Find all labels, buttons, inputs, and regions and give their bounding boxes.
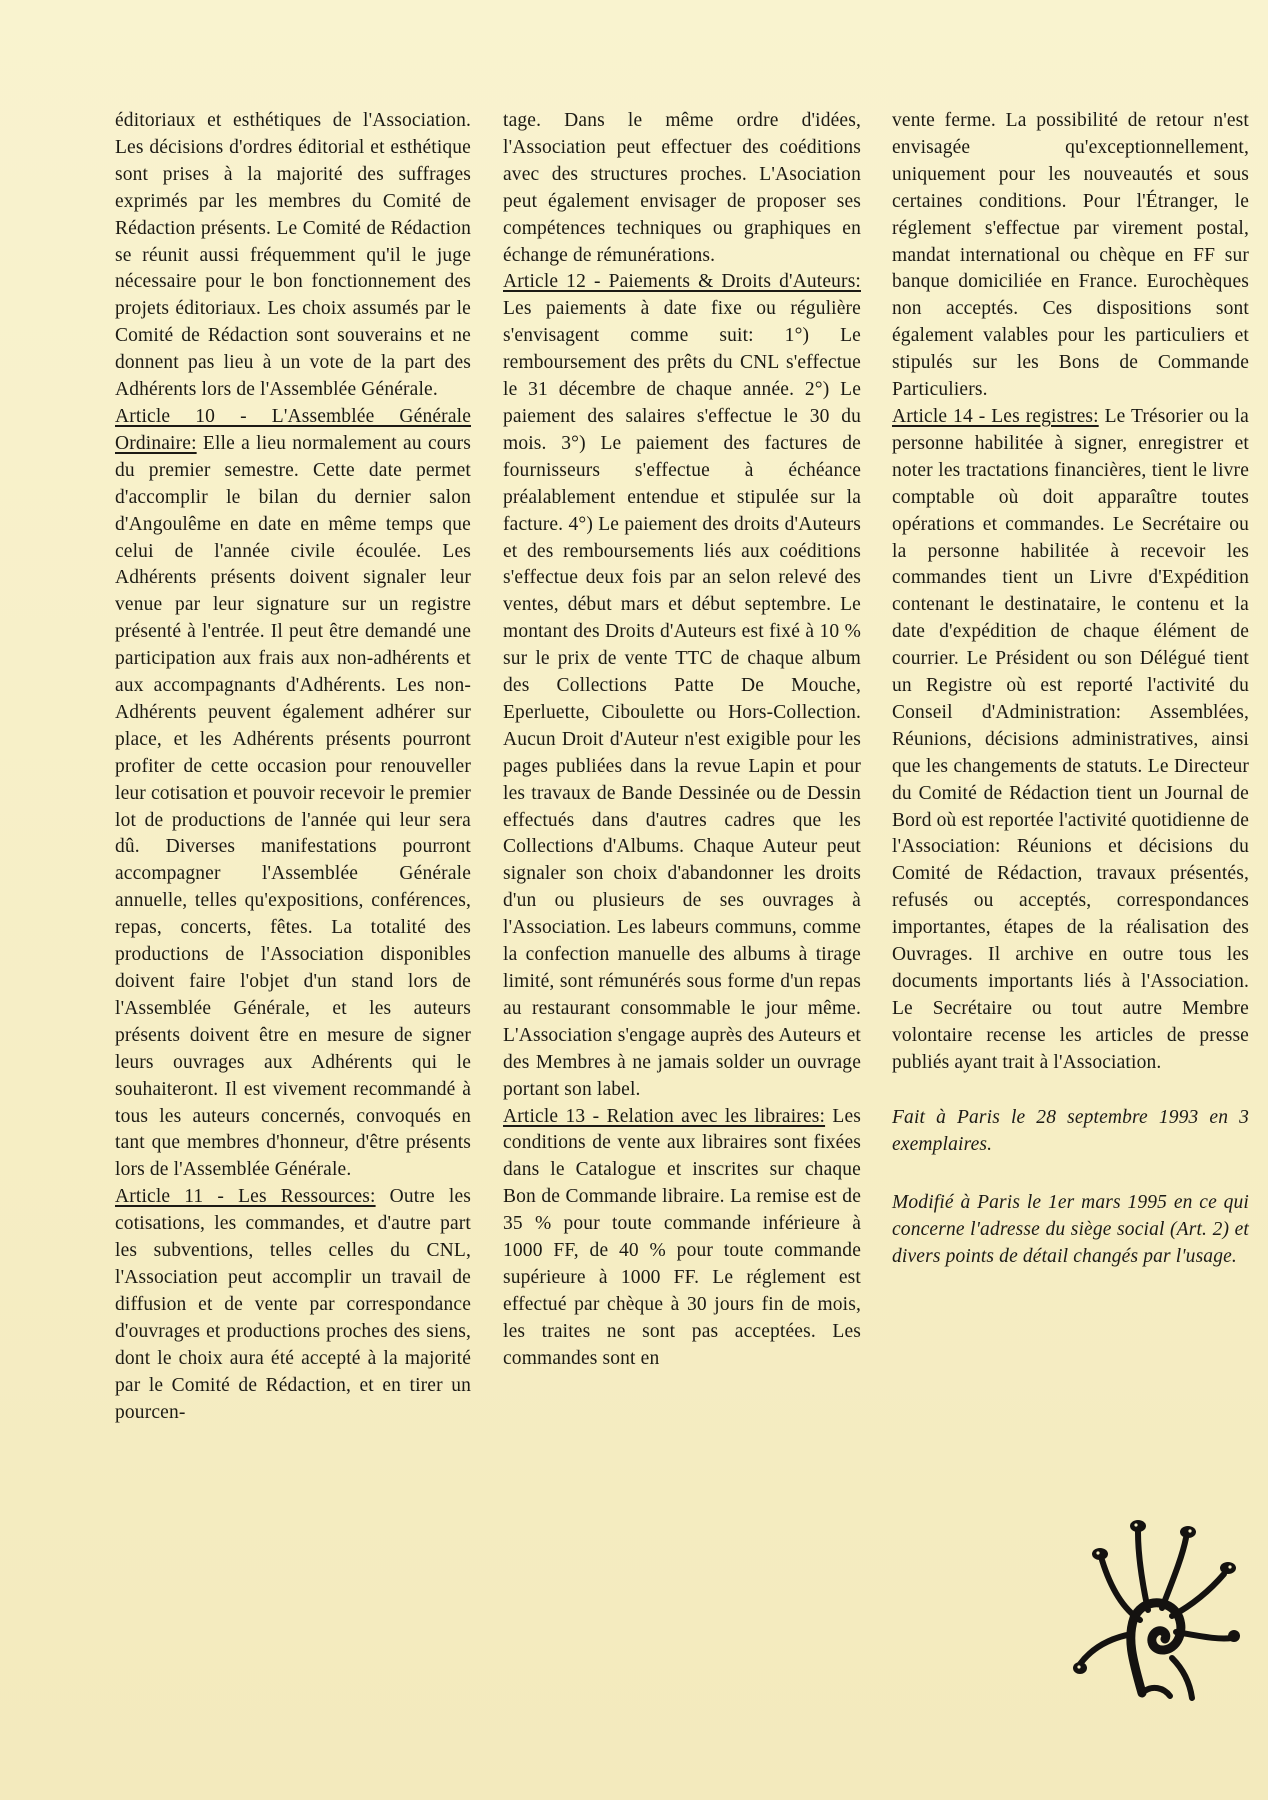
article-heading: Article 14 - Les registres: [892,405,1099,427]
article-13 [503,1104,861,1373]
hydra-emblem-icon [1072,1508,1240,1702]
paragraph: éditoriaux et esthétiques de l'Association. Les décisions d'ordres éditorial et esthétique sont prises à la majorité des suffrages exprimés par les membres du Comité de Rédaction présents. Le Comité de Rédaction se réunit aussi fréquemment qu'il le juge nécessaire pour le bon fonctionnement des projets éditoriaux. Les choix assumés par le Comité de Rédaction sont souverains et ne donnent pas lieu à un vote de la part des Adhérents lors de l'Assemblée Générale. [115,110,471,401]
article-heading: Article 10 - L'Assemblée Générale Ordinaire: [115,405,471,454]
text-column-3 [892,108,1249,1271]
text-column-2 [503,108,861,1373]
article-11 [115,1184,471,1426]
article-10 [115,404,471,1184]
text-column-1 [115,108,471,1426]
article-heading: Article 11 - Les Ressources: [115,1186,376,1208]
article-heading: Article 12 - Paiements & Droits d'Auteurs: [503,271,861,293]
modification-note: Modifié à Paris le 1er mars 1995 en ce qui concerne l'adresse du siège social (Art. 2) et divers points de détail changés par l'usage. [892,1192,1249,1268]
article-body: Les paiements à date fixe ou régulière s'envisagent comme suit: 1°) Le remboursement des prêts du CNL s'effectue le 31 décembre de chaque année. 2°) Le paiement des salaires s'effectue le 30 du mois. 3°) Le paiement des factures de fournisseurs s'effectue à échéance préalablement entendue et stipulée sur la facture. 4°) Le paiement des droits d'Auteurs et des remboursements liés aux coéditions s'effectue deux fois par an selon relevé des ventes, début mars et début septembre. Le montant des Droits d'Auteurs est fixé à 10 % sur le prix de vente TTC de chaque album des Collections Patte De Mouche, Eperluette, Ciboulette ou Hors-Collection. Aucun Droit d'Auteur n'est exigible pour les pages publiées dans la revue Lapin et pour les travaux de Bande Dessinée ou de Dessin effectués dans d'autres cadres que les Collections d'Albums. Chaque Auteur peut signaler son choix d'abandonner les droits d'un ou plusieurs de ses ouvrages à l'Association. Les labeurs communs, comme la confection manuelle des albums à tirage limité, sont rémunérés sous forme d'un repas au restaurant consommable le jour même. L'Association s'engage auprès des Auteurs et des Membres à ne jamais solder un ouvrage portant son label. [503,298,861,1100]
article-body: Le Trésorier ou la personne habilitée à signer, enregistrer et noter les tractations financières, tient le livre comptable où doit apparaître toutes opérations et commandes. Le Secrétaire ou la personne habilitée à recevoir les commandes tient un Livre d'Expédition contenant le destinataire, le contenu et la date d'expédition de chaque élément de courrier. Le Président ou son Délégué tient un Registre où est reporté l'activité du Conseil d'Administration: Assemblées, Réunions, décisions administratives, ainsi que les changements de statuts. Le Directeur du Comité de Rédaction tient un Journal de Bord où est reportée l'activité quotidienne de l'Association: Réunions et décisions du Comité de Rédaction, travaux présentés, refusés ou acceptés, correspondances importantes, étapes de la réalisation des Ouvrages. Il archive en outre tous les documents importants liés à l'Association. Le Secrétaire ou tout autre Membre volontaire recense les articles de presse publiés ayant trait à l'Association. [892,405,1249,1073]
signature-date: Fait à Paris le 28 septembre 1993 en 3 exemplaires. [892,1106,1249,1155]
article-body: Outre les cotisations, les commandes, et d'autre part les subventions, telles celles du CNL, l'Association peut accomplir un travail de diffusion et de vente par correspondance d'ouvrages et productions proches des siens, dont le choix aura été accepté à la majorité par le Comité de Rédaction, et en tirer un pourcen- [115,1186,471,1423]
article-heading: Article 13 - Relation avec les libraires: [503,1105,826,1127]
article-body: Les conditions de vente aux libraires sont fixées dans le Catalogue et inscrites sur chaque Bon de Commande libraire. La remise est de 35 % pour toute commande inférieure à 1000 FF, de 40 % pour toute commande supérieure à 1000 FF. Le réglement est effectué par chèque à 30 jours fin de mois, les traites ne sont pas acceptées. Les commandes sont en [503,1105,861,1369]
article-body: Elle a lieu normalement au cours du premier semestre. Cette date permet d'accomplir le bilan du dernier salon d'Angoulême en date en même temps que celui de l'année civile écoulée. Les Adhérents présents doivent signaler leur venue par leur signature sur un registre présenté à l'entrée. Il peut être demandé une participation aux frais aux non-adhérents et aux accompagnants d'Adhérents. Les non-Adhérents peuvent également adhérer sur place, et les Adhérents présents pourront profiter de cette occasion pour renouveller leur cotisation et pouvoir recevoir le premier lot de productions de l'année qui leur sera dû. Diverses manifestations pourront accompagner l'Assemblée Générale annuelle, telles qu'expositions, conférences, repas, concerts, fêtes. La totalité des productions de l'Association disponibles doivent faire l'objet d'un stand lors de l'Assemblée Générale, et les auteurs présents doivent être en mesure de signer leurs ouvrages aux Adhérents qui le souhaiteront. Il est vivement recommandé à tous les auteurs concernés, convoqués en tant que membres d'honneur, d'être présents lors de l'Assemblée Générale. [115,432,471,1181]
paragraph: tage. Dans le même ordre d'idées, l'Association peut effectuer des coéditions avec des structures proches. L'Asociation peut également envisager de proposer ses compétences techniques ou graphiques en échange de rémunérations. [503,110,861,266]
article-14 [892,404,1249,1077]
paragraph: vente ferme. La possibilité de retour n'est envisagée qu'exceptionnellement, uniquement pour les nouveautés et sous certaines conditions. Pour l'Étranger, le réglement s'effectue par virement postal, mandat international ou chèque en FF sur banque domiciliée en France. Eurochèques non acceptés. Ces dispositions sont également valables pour les particuliers et stipulés sur les Bons de Commande Particuliers. [892,110,1249,401]
article-12 [503,269,861,1103]
